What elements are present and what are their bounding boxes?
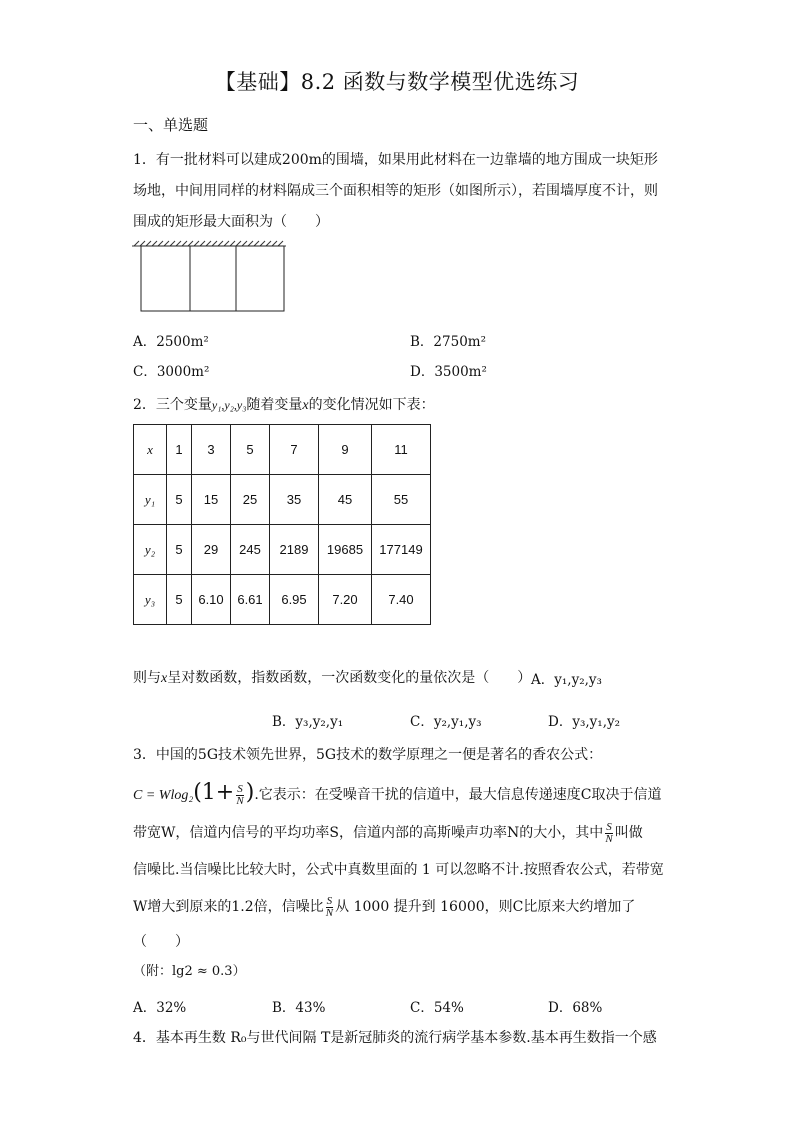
q2-option-a: A．y₁,y₂,y₃ xyxy=(531,672,602,688)
q2-option-b: B．y₃,y₂,y₁ xyxy=(272,714,344,730)
table-cell: 6.10 xyxy=(192,575,231,625)
table-cell: 11 xyxy=(372,425,431,475)
page-title: 【基础】8.2 函数与数学模型优选练习 xyxy=(214,70,580,94)
fraction-s-over-n: $\frac{S}{N}$ xyxy=(236,782,244,807)
q3-line-6: （ ） xyxy=(133,934,189,950)
table-cell: 3 xyxy=(192,425,231,475)
wall-hatching xyxy=(132,241,286,246)
q3-option-a: A．32% xyxy=(133,1000,187,1016)
table-cell: 245 xyxy=(231,525,270,575)
table-cell: 7 xyxy=(270,425,319,475)
q4-line-1: 4．基本再生数 R₀与世代间隔 T是新冠肺炎的流行病学基本参数.基本再生数指一个感 xyxy=(133,1030,657,1046)
table-cell: 6.61 xyxy=(231,575,270,625)
q3-line-3: 带宽W，信道内信号的平均功率S，信道内部的高斯噪声功率N的大小，其中 $\frac{S}{N}$ 叫做 xyxy=(133,820,643,845)
section-heading: 一、单选题 xyxy=(133,116,209,134)
data-table xyxy=(133,424,431,625)
table-cell: 45 xyxy=(319,475,372,525)
fence-diagram xyxy=(130,240,290,316)
q1-line-1: 1．有一批材料可以建成200m的围墙，如果用此材料在一边靠墙的地方围成一块矩形 xyxy=(133,152,658,168)
q1-line-2: 场地，中间用同样的材料隔成三个面积相等的矩形（如图所示），若围墙厚度不计，则 xyxy=(133,183,658,199)
q1-line-3: 围成的矩形最大面积为（ ） xyxy=(133,214,329,230)
q3-line-4: 信噪比.当信噪比比较大时，公式中真数里面的 1 可以忽略不计.按照香农公式，若带宽 xyxy=(133,862,664,878)
table-cell: 35 xyxy=(270,475,319,525)
table-cell: 19685 xyxy=(319,525,372,575)
table-row-label: y₂ xyxy=(134,525,167,575)
q3-option-b: B．43% xyxy=(272,1000,326,1016)
table-cell: 5 xyxy=(231,425,270,475)
table-cell: 2189 xyxy=(270,525,319,575)
table-cell: 5 xyxy=(167,525,192,575)
q2-option-d: D．y₃,y₁,y₂ xyxy=(548,714,621,730)
table-cell: 55 xyxy=(372,475,431,525)
q2-option-c: C．y₂,y₁,y₃ xyxy=(410,714,482,730)
q2-intro: 2．三个变量y₁,y₂,y₃随着变量x的变化情况如下表： xyxy=(133,397,435,413)
q3-option-c: C．54% xyxy=(410,1000,464,1016)
fence-rectangles xyxy=(141,246,284,311)
table-cell: 9 xyxy=(319,425,372,475)
q3-note: （附：lg2 ≈ 0.3） xyxy=(133,964,246,979)
table-cell: 29 xyxy=(192,525,231,575)
q3-line-1: 3．中国的5G技术领先世界，5G技术的数学原理之一便是著名的香农公式： xyxy=(133,747,603,763)
q1-option-b: B．2750m² xyxy=(410,334,486,350)
q1-option-c: C．3000m² xyxy=(133,364,210,380)
q3-formula-line: C = Wlog₂(1+ $\frac{S}{N}$ ).它表示：在受噪音干扰的信道中，最大信息传递速度C取决于信道 xyxy=(133,780,662,807)
table-row xyxy=(134,425,431,475)
table-cell: 7.40 xyxy=(372,575,431,625)
q1-option-d: D．3500m² xyxy=(410,364,487,380)
table-row xyxy=(134,575,431,625)
table-cell: 177149 xyxy=(372,525,431,575)
q3-line-5: W增大到原来的1.2倍，信噪比 $\frac{S}{N}$ 从 1000 提升到 16000，则C比原来大约增加了 xyxy=(133,894,636,919)
table-row-label: y₁ xyxy=(134,475,167,525)
table-cell: 5 xyxy=(167,575,192,625)
q2-question: 则与x呈对数函数，指数函数，一次函数变化的量依次是（ ） xyxy=(133,670,532,686)
table-row xyxy=(134,525,431,575)
q3-option-d: D．68% xyxy=(548,1000,603,1016)
table-cell: 5 xyxy=(167,475,192,525)
q2-variables: y₁,y₂,y₃ xyxy=(211,398,247,412)
table-row-label: x xyxy=(134,425,167,475)
table-row xyxy=(134,475,431,525)
table-cell: 15 xyxy=(192,475,231,525)
table-cell: 7.20 xyxy=(319,575,372,625)
table-cell: 1 xyxy=(167,425,192,475)
table-cell: 25 xyxy=(231,475,270,525)
table-row-label: y₃ xyxy=(134,575,167,625)
q1-option-a: A．2500m² xyxy=(133,334,209,350)
table-cell: 6.95 xyxy=(270,575,319,625)
shannon-formula: C = Wlog₂ xyxy=(133,788,194,803)
